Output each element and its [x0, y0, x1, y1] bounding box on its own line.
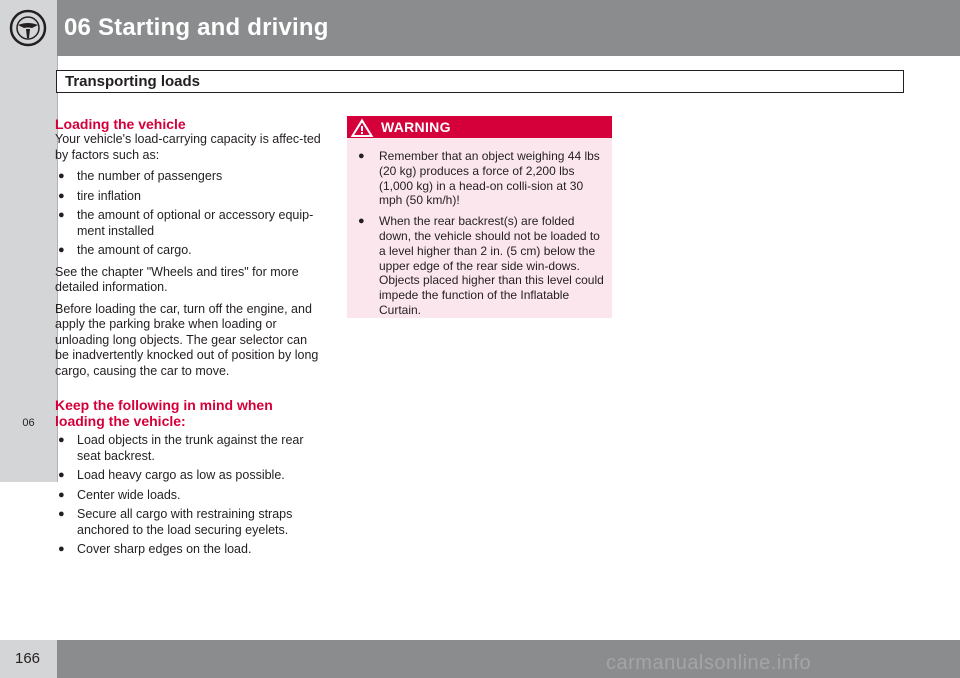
paragraph-before-loading: Before loading the car, turn off the engine, and apply the parking brake when loading or unloading long objects. The gear selector can be inadvertently knocked out of position by long cargo, causing the car to move. — [55, 301, 319, 378]
intro-paragraph: Your vehicle's load-carrying capacity is affec-ted by factors such as: — [55, 132, 321, 162]
chapter-side-tab-label: 06 — [22, 417, 35, 429]
warning-title: WARNING — [381, 119, 451, 135]
volvo-steering-wheel-icon — [8, 8, 48, 48]
list-item: ● the amount of optional or accessory equip-ment installed — [58, 208, 314, 238]
footer-bar — [0, 640, 960, 678]
heading-keep-in-mind: Keep the following in mind when loading the vehicle: — [55, 397, 273, 429]
bullet-icon: ● — [58, 244, 65, 256]
heading-loading-vehicle: Loading the vehicle — [55, 116, 186, 132]
bullet-icon: ● — [58, 469, 65, 481]
factors-list — [55, 169, 321, 259]
list-item: ● the amount of cargo. — [58, 243, 192, 257]
bullet-icon: ● — [58, 434, 65, 446]
warning-list — [355, 149, 609, 318]
bullet-icon: ● — [358, 150, 365, 162]
page-number: 166 — [15, 650, 41, 667]
logo-box — [0, 0, 57, 56]
list-item: ● Load heavy cargo as low as possible. — [58, 468, 285, 482]
tips-list — [55, 433, 321, 558]
chapter-title: 06 Starting and driving — [64, 14, 329, 41]
bullet-icon: ● — [58, 508, 65, 520]
left-column — [55, 116, 321, 564]
list-item: ● tire inflation — [58, 188, 141, 203]
list-item: ● When the rear backrest(s) are folded down, the vehicle should not be loaded to a level higher than 2 in. (5 cm) below the upper edge of the rear side win-dows. Objects placed higher than this level could impede the function of the Inflatable Curtain. — [358, 214, 604, 317]
section-title: Transporting loads — [65, 73, 201, 90]
bullet-icon: ● — [358, 215, 365, 228]
warning-header — [347, 116, 612, 138]
list-item: ● Center wide loads. — [58, 487, 181, 502]
list-item: ● Load objects in the trunk against the rear seat backrest. — [58, 433, 304, 463]
warning-box — [347, 116, 612, 318]
watermark: carmanualsonline.info — [606, 652, 812, 674]
bullet-icon: ● — [58, 189, 65, 202]
paragraph-see-chapter: See the chapter "Wheels and tires" for more detailed information. — [55, 264, 299, 294]
list-item: ● Cover sharp edges on the load. — [58, 542, 252, 556]
bullet-icon: ● — [58, 209, 65, 221]
bullet-icon: ● — [58, 170, 65, 182]
list-item: ● the number of passengers — [58, 169, 223, 183]
list-item: ● Remember that an object weighing 44 lbs (20 kg) produces a force of 2,200 lbs (1,000 kg) in a head-on colli-sion at 30 mph (50 km/h)! — [358, 149, 600, 208]
list-item: ● Secure all cargo with restraining straps anchored to the load securing eyelets. — [58, 507, 293, 537]
warning-triangle-icon — [350, 118, 374, 138]
bullet-icon: ● — [58, 543, 65, 555]
section-title-bar — [56, 70, 904, 93]
warning-body — [355, 145, 609, 324]
bullet-icon: ● — [58, 488, 65, 501]
